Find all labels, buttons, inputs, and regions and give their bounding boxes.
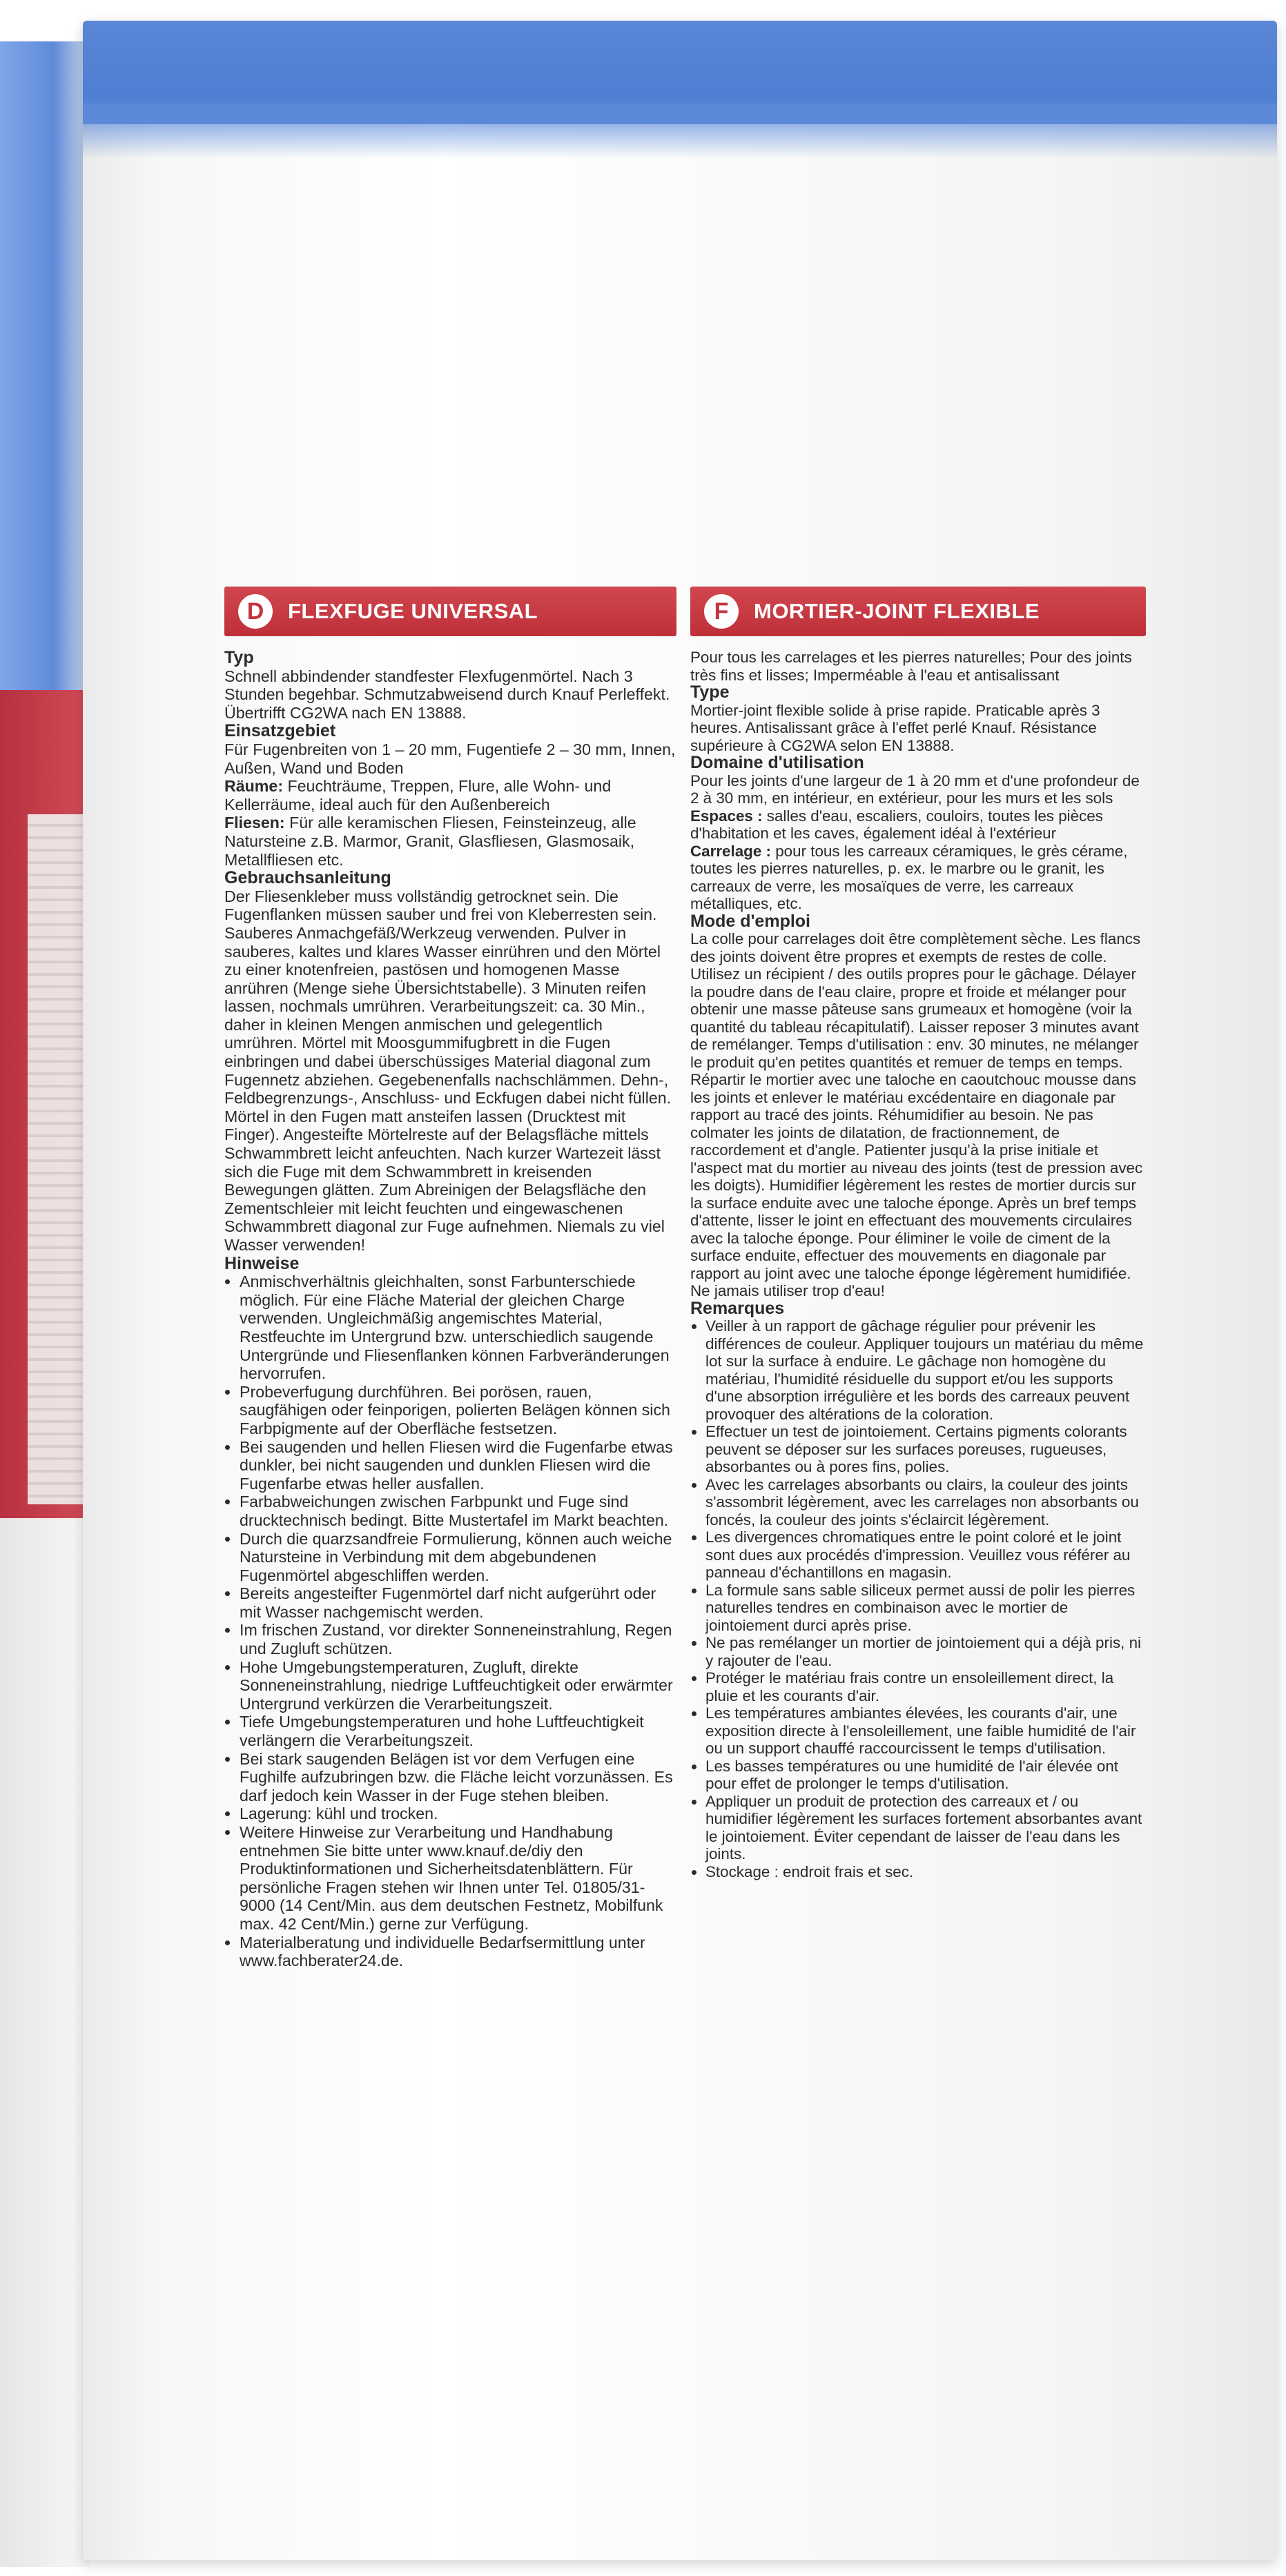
panel-french-title: MORTIER-JOINT FLEXIBLE [754,599,1040,623]
section-paragraph [690,843,1146,913]
bag-side-bottom [0,1518,90,2567]
note-item: • Weitere Hinweise zur Verarbeitung und Handhabung entnehmen Sie bitte unter www.knauf.de/diy den Produktinformationen und Sicherheitsdatenblättern. Für persönliche Fragen stehen wir Ihnen unter Tel. 01805/31-9000 (14 Cent/Min. aus dem deutschen Festnetz, Mobilfunk max. 42 Cent/Min.) gerne zur Verfügung. [240,1823,676,1934]
note-item: • Hohe Umgebungstemperaturen, Zugluft, direkte Sonneneinstrahlung, niedrige Luftfeuchtigkeit oder erwärmter Untergrund verkürzen die Verarbeitungszeit. [240,1658,676,1713]
section-paragraph [690,930,1146,1300]
paragraph-text: La colle pour carrelages doit être complètement sèche. Les flancs des joints doivent être propres et exempts de restes de colle. Utilisez un récipient / des outils propres pour le gâchage. Délayer la poudre dans de l'eau claire, propre et froide et mélanger pour obtenir une masse pâteuse sans grumeaux et homogène (voir la quantité du tableau récapitulatif). Laisser reposer 3 minutes avant de remélanger. Temps d'utilisation : env. 30 minutes, ne mélanger le produit qu'en petites quantités et remuer de temps en temps. Répartir le mortier avec une taloche en caoutchouc mousse dans les joints et enlever le matériau excédentaire en diagonale par rapport au tracé des joints. Réhumidifier au besoin. Ne pas colmater les joints de dilatation, de fractionnement, de raccordement et d'angle. Patienter jusqu'à la prise initiale et l'aspect mat du mortier au niveau des joints (test de pression avec les doigts). Humidifier légèrement les restes de mortier durcis sur la surface enduite avec une taloche éponge. Après un bref temps d'attente, lisser le joint en effectuant des mouvements circulaires avec la taloche éponge. Pour éliminer le voile de ciment de la surface enduite, effectuer des mouvements en diagonale par rapport au joint avec une taloche éponge légèrement humidifiée. Ne jamais utiliser trop d'eau! [690,930,1143,1299]
section-heading: Domaine d'utilisation [690,753,864,772]
language-badge-d: D [238,594,273,629]
section-paragraph [224,777,676,814]
section-paragraph [690,702,1146,755]
section-paragraph [690,772,1146,807]
panel-french [690,587,1146,1880]
intro-text: Pour tous les carrelages et les pierres naturelles; Pour des joints très fins et lisses; Imperméable à l'eau et antisalissant [690,649,1132,684]
bag-side-label-strip [28,814,90,1504]
panel-french-header [690,587,1146,636]
note-item: • Im frischen Zustand, vor direkter Sonneneinstrahlung, Regen und Zugluft schützen. [240,1621,676,1658]
notes-heading: Remarques [690,1298,785,1318]
note-item: • Effectuer un test de jointoiement. Certains pigments colorants peuvent se déposer sur les surfaces poreuses, rugueuses, absorbantes ou à pores fins, polies. [705,1423,1146,1476]
note-item: • Tiefe Umgebungstemperaturen und hohe Luftfeuchtigkeit verlängern die Verarbeitungszeit. [240,1713,676,1749]
section-paragraph [224,740,676,777]
paragraph-text: pour tous les carreaux céramiques, le grès cérame, toutes les pierres naturelles, p. ex. le marbre ou le granit, les carreaux de verre, les mosaïques de verre, les carreaux métalliques, etc. [690,842,1128,912]
paragraph-text: Mortier-joint flexible solide à prise rapide. Praticable après 3 heures. Antisalissant grâce à l'effet perlé Knauf. Résistance supérieure à CG2WA selon EN 13888. [690,701,1100,754]
notes-list [690,1317,1146,1880]
note-item: • Les divergences chromatiques entre le point coloré et le joint sont dues aux procédés d'impression. Veuillez vous référer au panneau d'échantillons en magasin. [705,1528,1146,1582]
note-item: • Anmischverhältnis gleichhalten, sonst Farbunterschiede möglich. Für eine Fläche Material der gleichen Charge verwenden. Ungleichmäßig angemischtes Material, Restfeuchte im Untergrund bzw. unterschiedlich saugende Untergründe und Fliesenflanken können Farbveränderungen hervorrufen. [240,1272,676,1383]
note-item: • Bei stark saugenden Belägen ist vor dem Verfugen eine Fughilfe aufzubringen bzw. die Fläche leicht vorzunässen. Es darf jedoch kein Wasser in der Fuge stehen bleiben. [240,1750,676,1805]
panel-german [224,587,676,1970]
paragraph-lead: Räume: [224,777,284,796]
paragraph-text: Feuchträume, Treppen, Flure, alle Wohn- und Kellerräume, ideal auch für den Außenbereich [224,777,612,814]
notes-list [224,1272,676,1970]
language-badge-f: F [704,594,739,629]
note-item: • Ne pas remélanger un mortier de jointoiement qui a déjà pris, ni y rajouter de l'eau. [705,1634,1146,1669]
panel-german-title: FLEXFUGE UNIVERSAL [288,599,538,623]
note-item: • Durch die quarzsandfreie Formulierung, können auch weiche Natursteine in Verbindung mit dem abgebundenen Fugenmörtel abgeschliffen werden. [240,1530,676,1585]
note-item: • Lagerung: kühl und trocken. [240,1805,676,1823]
paragraph-text: Schnell abbindender standfester Flexfugenmörtel. Nach 3 Stunden begehbar. Schmutzabweisend durch Knauf Perleffekt. Übertrifft CG2WA nach EN 13888. [224,667,670,722]
note-item: • Materialberatung und individuelle Bedarfsermittlung unter www.fachberater24.de. [240,1934,676,1970]
paragraph-text: salles d'eau, escaliers, couloirs, toutes les pièces d'habitation et les caves, également idéal à l'extérieur [690,807,1103,842]
section-heading: Einsatzgebiet [224,721,336,741]
note-item: • Bereits angesteifter Fugenmörtel darf nicht aufgerührt oder mit Wasser nachgemischt werden. [240,1584,676,1621]
section-heading: Typ [224,648,254,667]
panel-german-header [224,587,676,636]
paragraph-lead: Espaces : [690,807,763,825]
note-item: • Farbabweichungen zwischen Farbpunkt und Fuge sind drucktechnisch bedingt. Bitte Mustertafel im Markt beachten. [240,1493,676,1529]
section-paragraph [224,887,676,1255]
section-heading: Mode d'emploi [690,911,810,931]
paragraph-text: Pour les joints d'une largeur de 1 à 20 mm et d'une profondeur de 2 à 30 mm, en intérieur, en extérieur, pour les murs et les sols [690,771,1140,807]
note-item: • La formule sans sable siliceux permet aussi de polir les pierres naturelles tendres en combinaison avec le mortier de jointoiement durci après prise. [705,1582,1146,1635]
note-item: • Bei saugenden und hellen Fliesen wird die Fugenfarbe etwas dunkler, bei nicht saugenden und dunklen Fliesen wird die Fugenfarbe etwas heller ausfallen. [240,1438,676,1493]
panel-french-content [690,649,1146,1880]
section-heading: Type [690,682,730,702]
panel-german-content [224,649,676,1970]
note-item: • Appliquer un produit de protection des carreaux et / ou humidifier légèrement les surfaces fortement absorbantes avant le jointoiement. Éviter cependant de laisser de l'eau dans les joints. [705,1793,1146,1863]
note-item: • Veiller à un rapport de gâchage régulier pour prévenir les différences de couleur. Appliquer toujours un matériau du même lot sur la surface à enduire. Le gâchage non homogène du matériau, l'humidité résiduelle du support et/ou les supports d'une absorption irrégulière et les bords des carreaux peuvent provoquer des altérations de la coloration. [705,1317,1146,1423]
note-item: • Les températures ambiantes élevées, les courants d'air, une exposition directe à l'ensoleillement, une faible humidité de l'air ou un support chauffé raccourcissent le temps d'utilisation. [705,1704,1146,1758]
paragraph-text: Für alle keramischen Fliesen, Feinsteinzeug, alle Natursteine z.B. Marmor, Granit, Glasfliesen, Glasmosaik, Metallfliesen etc. [224,814,636,869]
note-item: • Protéger le matériau frais contre un ensoleillement direct, la pluie et les courants d'air. [705,1669,1146,1704]
paragraph-lead: Carrelage : [690,842,771,860]
note-item: • Probeverfugung durchführen. Bei porösen, rauen, saugfähigen oder feinporigen, polierten Belägen können sich Farbpigmente auf der Oberfläche festsetzen. [240,1383,676,1438]
note-item: • Stockage : endroit frais et sec. [705,1863,1146,1881]
bag-top-fade [83,104,1277,159]
paragraph-text: Für Fugenbreiten von 1 – 20 mm, Fugentiefe 2 – 30 mm, Innen, Außen, Wand und Boden [224,740,676,777]
section-paragraph [224,667,676,722]
paragraph-text: Der Fliesenkleber muss vollständig getrocknet sein. Die Fugenflanken müssen sauber und frei von Kleberresten sein. Sauberes Anmachgefäß/Werkzeug verwenden. Pulver in sauberes, kaltes und klares Wasser einrühren und den Mörtel zu einer knotenfreien, pastösen und homogenen Masse anrühren (Menge siehe Übersichtstabelle). 3 Minuten reifen lassen, nochmals umrühren. Verarbeitungszeit: ca. 30 Min., daher in kleinen Mengen anmischen und gelegentlich umrühren. Mörtel mit Moosgummifugbrett in die Fugen einbringen und dabei überschüssiges Material diagonal zum Fugennetz abziehen. Gegebenenfalls nachschlämmen. Dehn-, Feldbegrenzungs-, Anschluss- und Eckfugen dabei nicht füllen. Mörtel in den Fugen matt ansteifen lassen (Drucktest mit Finger). Angesteifte Mörtelreste auf der Belagsfläche mittels Schwammbrett leicht anfeuchten. Nach kurzer Wartezeit lässt sich die Fuge mit dem Schwammbrett in kreisenden Bewegungen glätten. Zum Abreinigen der Belagsfläche den Zementschleier mit leicht feuchten und eingewaschenen Schwammbrett diagonal zur Fuge aufnehmen. Niemals zu viel Wasser verwenden! [224,887,672,1254]
section-heading: Gebrauchsanleitung [224,868,391,888]
note-item: • Les basses températures ou une humidité de l'air élevée ont pour effet de prolonger le temps d'utilisation. [705,1758,1146,1793]
notes-heading: Hinweise [224,1253,300,1273]
paragraph-lead: Fliesen: [224,814,285,832]
section-paragraph [690,807,1146,843]
note-item: • Avec les carrelages absorbants ou clairs, la couleur des joints s'assombrit légèrement, avec les carrelages non absorbants ou foncés, la couleur des joints s'éclaircit légèrement. [705,1476,1146,1529]
section-paragraph [224,814,676,869]
